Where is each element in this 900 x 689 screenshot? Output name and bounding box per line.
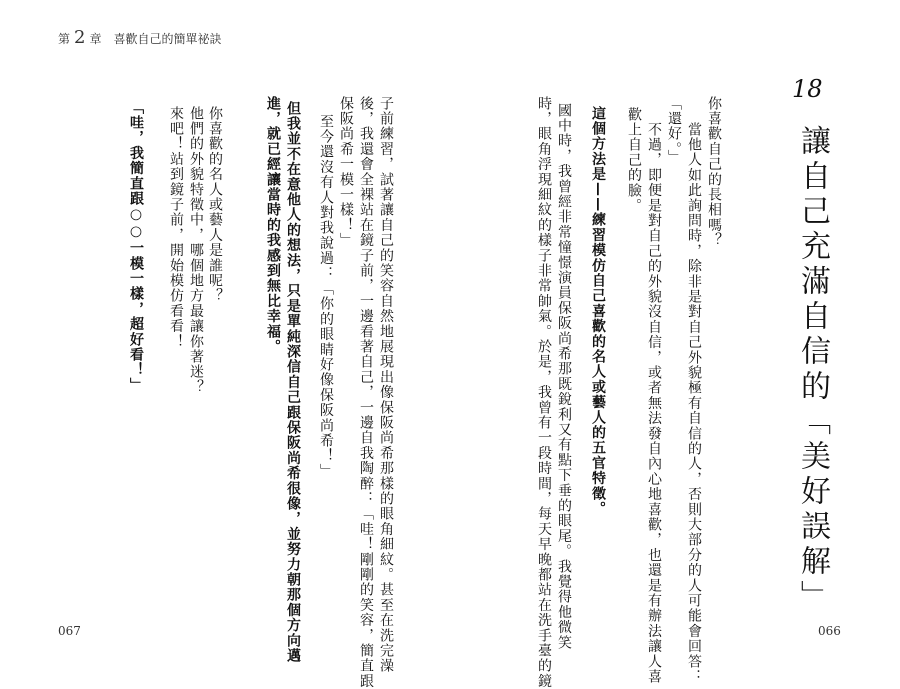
- emphasis-line: 進，就已經讓當時的我感到無比幸福。: [265, 96, 281, 355]
- paragraph-line: 子前練習，試著讓自己的笑容自然地展現出像保阪尚希那樣的眼角細紋。甚至在洗完澡: [378, 96, 394, 674]
- question-line: 來吧！站到鏡子前，開始模仿看看！: [168, 106, 184, 350]
- paragraph-line: 時，眼角浮現細紋的樣子非常帥氣。於是，我曾有一段時間，每天早晚都站在洗手臺的鏡: [536, 96, 552, 689]
- chapter-suffix: 章: [89, 32, 102, 46]
- chapter-number: 2: [74, 27, 86, 48]
- paragraph-line: 不過，即便是對自己的外貌沒自信，或者無法發自內心地喜歡，也還是有辦法讓人喜: [646, 122, 662, 685]
- paragraph-line: 你喜歡自己的長相嗎？: [706, 96, 722, 248]
- section-title: 讓自己充滿自信的「美好誤解」: [795, 125, 830, 615]
- closing-exclamation: 「哇，我簡直跟○○一模一樣，超好看！」: [128, 100, 144, 393]
- section-number: 18: [792, 75, 823, 103]
- paragraph-line: 「還好。」: [666, 96, 682, 165]
- chapter-title: 喜歡自己的簡單祕訣: [113, 32, 222, 46]
- paragraph-line: 後，我還會全裸站在鏡子前，一邊看著自己，一邊自我陶醉：「哇！剛剛的笑容，簡直跟: [358, 96, 374, 689]
- chapter-prefix: 第: [58, 32, 71, 46]
- running-header: [58, 27, 222, 48]
- page-number-right: 066: [818, 624, 841, 638]
- question-line: 他們的外貌特徵中，哪個地方最讓你著迷？: [188, 106, 204, 395]
- question-line: 你喜歡的名人或藝人是誰呢？: [207, 106, 223, 304]
- paragraph-line: 歡上自己的臉。: [626, 107, 642, 214]
- emphasis-line: 但我並不在意他人的想法，只是單純深信自己跟保阪尚希很像，並努力朝那個方向邁: [285, 101, 301, 664]
- paragraph-line: 當他人如此詢問時，除非是對自己外貌極有自信的人，否則大部分的人可能會回答：: [686, 122, 702, 685]
- paragraph-line: 保阪尚希一模一樣！」: [338, 96, 354, 248]
- page-number-left: 067: [58, 624, 81, 638]
- paragraph-line: 國中時，我曾經非常憧憬演員保阪尚希那既銳利又有點下垂的眼尾。我覺得他微笑: [556, 103, 572, 651]
- paragraph-line: 至今還沒有人對我說過：「你的眼睛好像保阪尚希！」: [318, 114, 334, 479]
- key-method: 這個方法是——練習模仿自己喜歡的名人或藝人的五官特徵。: [590, 106, 606, 517]
